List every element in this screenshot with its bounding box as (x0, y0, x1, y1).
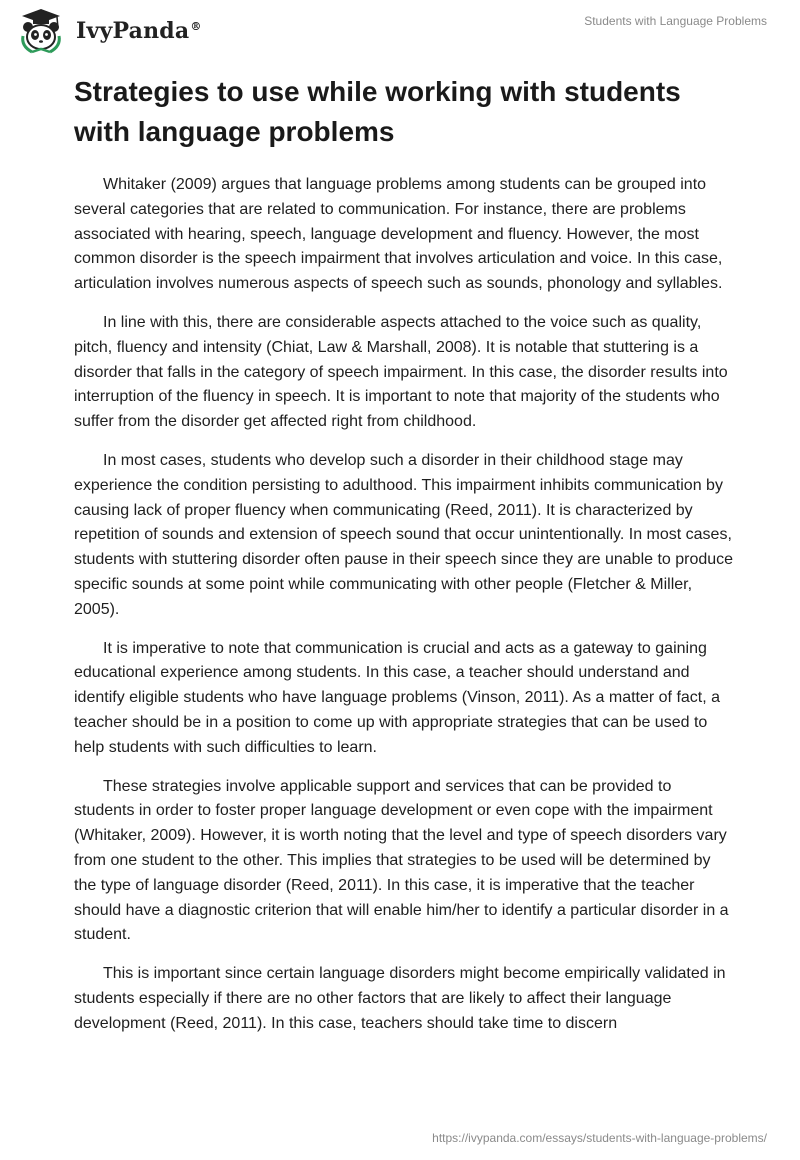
page-title: Strategies to use while working with students with language problems (74, 76, 681, 147)
brand-name (76, 18, 202, 44)
footer-url[interactable]: https://ivypanda.com/essays/students-with-language-problems/ (432, 1131, 767, 1145)
paragraph: It is imperative to note that communication is crucial and acts as a gateway to gaining educational experience among students. In this case, a teacher should understand and identify eligible students who have language problems (Vinson, 2011). As a matter of fact, a teacher should be in a position to come up with appropriate strategies that can be used to help students with such difficulties to learn. (74, 639, 721, 756)
brand-logo[interactable] (12, 6, 202, 56)
brand-name-text: IvyPanda (76, 18, 190, 44)
paragraph: In line with this, there are considerable aspects attached to the voice such as quality, pitch, fluency and intensity (Chiat, Law & Marshall, 2008). It is notable that stuttering is a disorder that falls in the category of speech impairment. In this case, the disorder results into interruption of the fluency in speech. It is important to note that majority of the students who suffer from the disorder get affected right from childhood. (74, 313, 728, 431)
paragraph: This is important since certain language disorders might become empirically validated in students especially if there are no other factors that are likely to affect their language development (Reed, 2011). In this case, teachers should take time to discern (74, 965, 726, 1032)
panda-graduate-icon (12, 6, 70, 56)
paragraph: These strategies involve applicable support and services that can be provided to students in order to foster proper language development or even cope with the impairment (Whitaker, 2009). However, it is worth noting that the level and type of speech disorders vary from one student to the other. This implies that strategies to be used will be determined by the type of language disorder (Reed, 2011). In this case, it is imperative that the teacher should have a diagnostic criterion that will enable him/her to identify a particular disorder in a student. (74, 777, 729, 944)
paragraph: Whitaker (2009) argues that language problems among students can be grouped into several categories that are related to communication. For instance, there are problems associated with hearing, speech, language development and fluency. However, the most common disorder is the speech impairment that involves articulation and voice. In this case, articulation involves numerous aspects of speech such as sounds, phonology and syllables. (74, 176, 723, 293)
registered-mark: ® (190, 19, 202, 33)
paragraph: In most cases, students who develop such a disorder in their childhood stage may experience the condition persisting to adulthood. This impairment inhibits communication by causing lack of proper fluency when communicating (Reed, 2011). It is characterized by repetition of sounds and extension of speech sound that occur unintentionally. In most cases, students with stuttering disorder often pause in their speech since they are unable to produce specific sounds at some point while communicating with other people (Fletcher & Miller, 2005). (74, 451, 734, 618)
essay-body (74, 173, 734, 1051)
page-header (0, 0, 800, 60)
document-header-title: Students with Language Problems (584, 14, 767, 28)
